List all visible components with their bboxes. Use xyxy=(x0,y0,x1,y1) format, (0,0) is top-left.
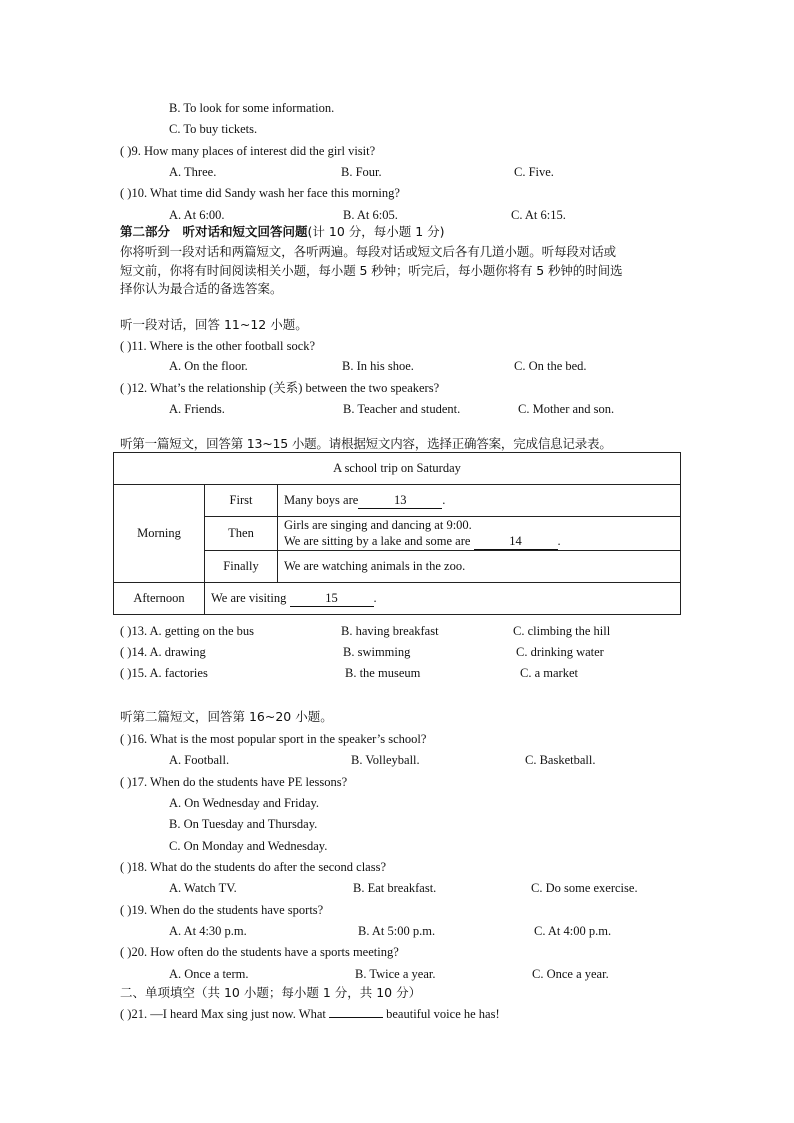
option-q12-b: B. Teacher and student. xyxy=(343,402,461,416)
finally-label: Finally xyxy=(205,551,278,583)
option-q20-b: B. Twice a year. xyxy=(355,967,436,981)
answer-bracket: ( ) xyxy=(120,144,132,158)
question-text-end: beautiful voice he has! xyxy=(386,1007,500,1021)
first-cell: Many boys are 13 . xyxy=(278,485,681,517)
answer-bracket: ( ) xyxy=(120,645,132,659)
part2-title: 第二部分 听对话和短文回答问题 xyxy=(120,224,308,239)
question-19 xyxy=(120,902,323,918)
option-q18-a: A. Watch TV. xyxy=(169,881,237,895)
option-q14-b: B. swimming xyxy=(343,645,411,659)
afternoon-label: Afternoon xyxy=(114,583,205,615)
option-q9-b: B. Four. xyxy=(341,165,382,179)
info-record-table xyxy=(113,452,681,615)
passage2-intro: 听第二篇短文，回答第 16~20 小题。 xyxy=(120,709,333,724)
question-text: 9. How many places of interest did the girl visit? xyxy=(131,144,376,158)
option-q13-c: C. climbing the hill xyxy=(513,624,611,638)
option-q17-a: A. On Wednesday and Friday. xyxy=(169,796,320,810)
answer-bracket: ( ) xyxy=(120,339,132,353)
option-q20-c: C. Once a year. xyxy=(532,967,609,981)
option-q10-b: B. At 6:05. xyxy=(343,208,398,222)
question-13 xyxy=(120,623,254,639)
question-12 xyxy=(120,380,439,396)
morning-label: Morning xyxy=(114,485,205,583)
question-text: 18. What do the students do after the second class? xyxy=(131,860,387,874)
option-q15-b: B. the museum xyxy=(345,666,421,680)
option-q9-a: A. Three. xyxy=(169,165,217,179)
table-title: A school trip on Saturday xyxy=(114,453,681,485)
option-q17-c: C. On Monday and Wednesday. xyxy=(169,839,328,853)
question-text: 19. When do the students have sports? xyxy=(131,903,324,917)
option-q19-c: C. At 4:00 p.m. xyxy=(534,924,612,938)
answer-bracket: ( ) xyxy=(120,903,132,917)
question-17 xyxy=(120,774,347,790)
option-q17-b: B. On Tuesday and Thursday. xyxy=(169,817,318,831)
question-9 xyxy=(120,143,375,159)
blank-14[interactable]: 14 xyxy=(474,533,558,550)
answer-bracket: ( ) xyxy=(120,732,132,746)
option-q16-b: B. Volleyball. xyxy=(351,753,420,767)
option-q8-b: B. To look for some information. xyxy=(169,101,335,115)
answer-bracket: ( ) xyxy=(120,624,132,638)
answer-bracket: ( ) xyxy=(120,945,132,959)
question-text: 12. What’s the relationship (关系) between the two speakers? xyxy=(131,381,440,395)
option-q14-c: C. drinking water xyxy=(516,645,604,659)
answer-bracket: ( ) xyxy=(120,666,132,680)
answer-bracket: ( ) xyxy=(120,186,132,200)
instructions-line-2: 短文前，你将有时间阅读相关小题，每小题 5 秒钟；听完后，每小题你将有 5 秒钟的时间选 xyxy=(120,263,623,278)
question-text: 13. A. getting on the bus xyxy=(131,624,255,638)
option-q11-c: C. On the bed. xyxy=(514,359,587,373)
question-11 xyxy=(120,338,315,354)
part2-score-note: (计 10 分，每小题 1 分) xyxy=(307,224,445,239)
question-15 xyxy=(120,665,208,681)
question-18 xyxy=(120,859,386,875)
option-q20-a: A. Once a term. xyxy=(169,967,249,981)
part2-heading xyxy=(120,224,445,240)
option-q16-a: A. Football. xyxy=(169,753,230,767)
dialogue-intro: 听一段对话，回答 11~12 小题。 xyxy=(120,317,308,332)
option-q12-a: A. Friends. xyxy=(169,402,225,416)
option-q9-c: C. Five. xyxy=(514,165,554,179)
answer-bracket: ( ) xyxy=(120,775,132,789)
answer-bracket: ( ) xyxy=(120,1007,132,1021)
afternoon-cell: We are visiting 15 . xyxy=(205,583,681,615)
option-q19-b: B. At 5:00 p.m. xyxy=(358,924,436,938)
option-q10-c: C. At 6:15. xyxy=(511,208,566,222)
option-q16-c: C. Basketball. xyxy=(525,753,596,767)
blank-15[interactable]: 15 xyxy=(290,591,374,607)
question-text: 21. —I heard Max sing just now. What xyxy=(131,1007,326,1021)
option-q13-b: B. having breakfast xyxy=(341,624,439,638)
question-text: 14. A. drawing xyxy=(131,645,206,659)
question-text: 17. When do the students have PE lessons? xyxy=(131,775,348,789)
answer-bracket: ( ) xyxy=(120,381,132,395)
question-20 xyxy=(120,944,399,960)
question-text: 20. How often do the students have a sports meeting? xyxy=(131,945,399,959)
answer-bracket: ( ) xyxy=(120,860,132,874)
option-q15-c: C. a market xyxy=(520,666,578,680)
question-10 xyxy=(120,185,400,201)
option-q8-c: C. To buy tickets. xyxy=(169,122,258,136)
finally-cell: We are watching animals in the zoo. xyxy=(278,551,681,583)
question-text: 16. What is the most popular sport in the speaker’s school? xyxy=(131,732,427,746)
blank-13[interactable]: 13 xyxy=(358,493,442,509)
question-text: 10. What time did Sandy wash her face this morning? xyxy=(131,186,400,200)
option-q11-a: A. On the floor. xyxy=(169,359,248,373)
then-cell: Girls are singing and dancing at 9:00. We are sitting by a lake and some are 14 . xyxy=(278,517,681,551)
option-q12-c: C. Mother and son. xyxy=(518,402,615,416)
question-21 xyxy=(120,1006,500,1022)
question-text: 15. A. factories xyxy=(131,666,208,680)
question-text: 11. Where is the other football sock? xyxy=(131,339,316,353)
question-16 xyxy=(120,731,426,747)
then-label: Then xyxy=(205,517,278,551)
option-q18-b: B. Eat breakfast. xyxy=(353,881,437,895)
question-14 xyxy=(120,644,206,660)
passage1-intro: 听第一篇短文，回答第 13~15 小题。请根据短文内容，选择正确答案，完成信息记录表。 xyxy=(120,436,612,451)
blank-21[interactable] xyxy=(329,1017,383,1018)
first-label: First xyxy=(205,485,278,517)
section2-heading: 二、单项填空（共 10 小题；每小题 1 分，共 10 分） xyxy=(120,985,422,1000)
instructions-line-3: 择你认为最合适的备选答案。 xyxy=(120,281,283,296)
option-q19-a: A. At 4:30 p.m. xyxy=(169,924,247,938)
option-q18-c: C. Do some exercise. xyxy=(531,881,638,895)
option-q10-a: A. At 6:00. xyxy=(169,208,225,222)
instructions-line-1: 你将听到一段对话和两篇短文，各听两遍。每段对话或短文后各有几道小题。听每段对话或 xyxy=(120,244,617,259)
option-q11-b: B. In his shoe. xyxy=(342,359,414,373)
